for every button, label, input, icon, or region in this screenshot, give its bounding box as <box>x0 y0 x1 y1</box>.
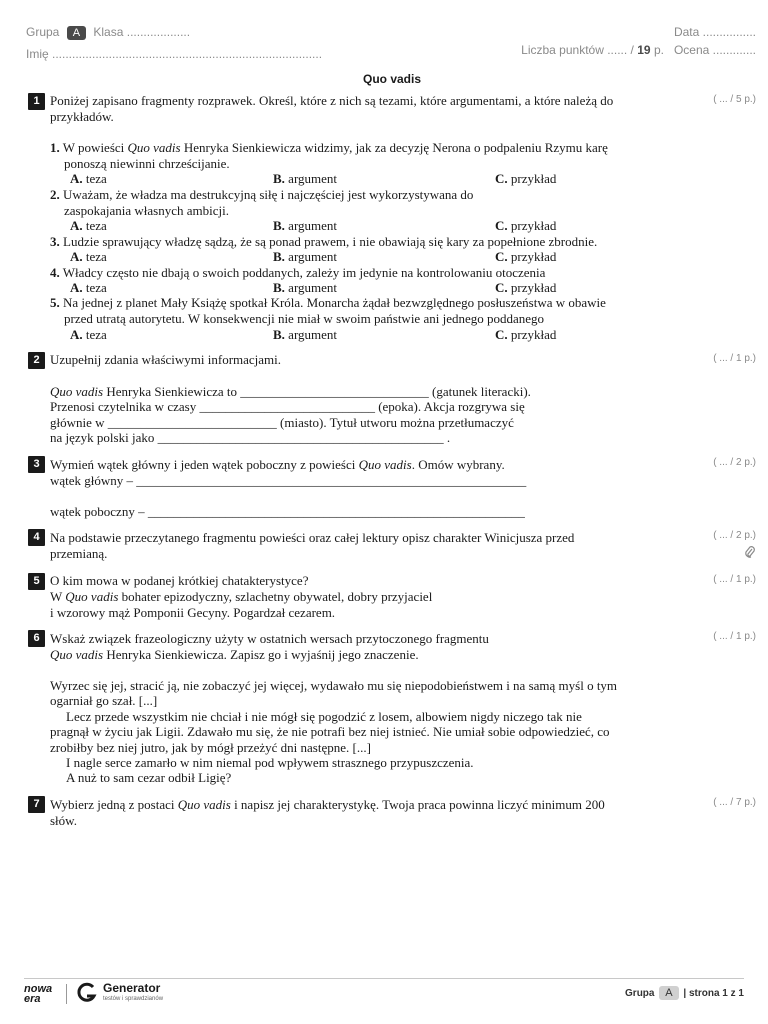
quote-text: A nuż to sam cezar odbił Ligię? <box>66 770 232 785</box>
question-text: Wskaż związek frazeologiczny użyty w ostatnich wersach przytoczonego fragmentu <box>50 631 489 646</box>
question-text: Wymień wątek główny i jeden wątek poboczny z powieści Quo vadis. Omów wybrany. <box>50 457 505 472</box>
list-item: 5. Na jednej z planet Mały Książę spotkał Króla. Monarcha żądał bezwzględnego posłuszeństwa w obawie <box>50 295 606 310</box>
question-points: ( ... / 1 p.) <box>713 631 756 642</box>
quote-text: I nagle serce zamarło w nim niemal pod wpływem strasznego przypuszczenia. <box>66 755 474 770</box>
question-text: przemianą. <box>50 546 108 561</box>
question-text: słów. <box>50 813 77 828</box>
quote-text: Lecz przede wszystkim nie chciał i nie mógł się pogodzić z losem, albowiem nigdy niczego tak nie <box>66 709 582 724</box>
question-number: 6 <box>28 630 45 647</box>
group-field: Grupa A Klasa ................... <box>26 25 191 39</box>
question-points: ( ... / 2 p.) <box>713 530 756 541</box>
question-number: 2 <box>28 352 45 369</box>
page-title: Quo vadis <box>362 72 421 86</box>
answer-option-a[interactable]: A. teza <box>70 218 107 233</box>
question-points: ( ... / 1 p.) <box>713 574 756 585</box>
quote-text: zrobiłby bez niej jutro, jak by mógł przeżyć dni następne. [...] <box>50 740 371 755</box>
list-item: zaspokajania własnych ambicji. <box>64 203 229 218</box>
fill-in-line[interactable]: Quo vadis Henryka Sienkiewicza to _____________________________ (gatunek literacki). <box>50 384 531 399</box>
answer-option-c[interactable]: C. przykład <box>495 327 557 342</box>
group-badge: A <box>659 986 678 1000</box>
question-number: 5 <box>28 573 45 590</box>
question-text: W Quo vadis bohater epizodyczny, szlachetny obywatel, dobry przyjaciel <box>50 589 433 604</box>
fill-in-line[interactable]: na język polski jako ____________________________________________ . <box>50 430 451 445</box>
question-text: przykładów. <box>50 109 114 124</box>
answer-option-b[interactable]: B. argument <box>273 249 338 264</box>
question-text: Poniżej zapisano fragmenty rozprawek. Określ, które z nich są tezami, które argumentami, a które należą do <box>50 93 614 108</box>
question-text: O kim mowa w podanej krótkiej chatakterystyce? <box>50 573 309 588</box>
answer-option-a[interactable]: A. teza <box>70 327 107 342</box>
question-number: 7 <box>28 796 45 813</box>
quote-text: ogarniał go szał. [...] <box>50 693 158 708</box>
name-field: Imię ................................................................................. <box>26 47 323 61</box>
date-field: Data ................ <box>673 25 756 39</box>
answer-option-c[interactable]: C. przykład <box>495 280 557 295</box>
answer-option-b[interactable]: B. argument <box>273 171 338 186</box>
answer-line[interactable]: wątek główny – ____________________________________________________________ <box>50 473 527 488</box>
question-text: Wybierz jedną z postaci Quo vadis i napisz jej charakterystykę. Twoja praca powinna liczyć minimum 200 <box>50 797 605 812</box>
answer-option-b[interactable]: B. argument <box>273 280 338 295</box>
quote-text: pragnął w życiu jak Ligii. Zdawało mu się, że nie potrafi bez niej istnieć. Nie umiał sobie odpowiedzieć, co <box>50 724 610 739</box>
question-text: Uzupełnij zdania właściwymi informacjami. <box>50 352 282 367</box>
page-info: Grupa A | strona 1 z 1 <box>625 987 744 999</box>
list-item: ponoszą niewinni chrześcijanie. <box>64 156 230 171</box>
answer-option-b[interactable]: B. argument <box>273 218 338 233</box>
class-field: Klasa ................... <box>93 25 191 39</box>
answer-line[interactable]: wątek poboczny – __________________________________________________________ <box>50 504 525 519</box>
question-points: ( ... / 7 p.) <box>713 797 756 808</box>
list-item: 3. Ludzie sprawujący władzę sądzą, że są ponad prawem, i nie obawiają się kary za popełnione zbrodnie. <box>50 234 598 249</box>
logo-divider <box>66 984 67 1004</box>
generator-logo: Generator testów i sprawdzianów <box>103 981 164 1002</box>
list-item: 4. Władcy często nie dbają o swoich poddanych, zależy im jedynie na kontrolowaniu otoczenia <box>50 265 546 280</box>
question-number: 1 <box>28 93 45 110</box>
question-number: 3 <box>28 456 45 473</box>
answer-option-a[interactable]: A. teza <box>70 171 107 186</box>
fill-in-line[interactable]: głównie w __________________________ (miasto). Tytuł utworu można przetłumaczyć <box>50 415 514 430</box>
footer-divider <box>24 978 744 979</box>
fill-in-line[interactable]: Przenosi czytelnika w czasy ___________________________ (epoka). Akcja rozgrywa się <box>50 399 525 414</box>
question-points: ( ... / 1 p.) <box>713 353 756 364</box>
grade-field: Ocena ............. <box>673 43 756 57</box>
quote-text: Wyrzec się jej, stracić ją, nie zobaczyć jej więcej, wydawało mu się niepodobieństwem i na samą myśl o tym <box>50 678 618 693</box>
answer-option-c[interactable]: C. przykład <box>495 171 557 186</box>
group-badge: A <box>67 26 86 40</box>
list-item: 2. Uważam, że władza ma destrukcyjną siłę i najczęściej jest wykorzystywana do <box>50 187 474 202</box>
generator-logo-icon <box>76 982 98 1008</box>
nowa-era-logo: nowa era <box>24 983 53 1005</box>
question-number: 4 <box>28 529 45 546</box>
answer-option-c[interactable]: C. przykład <box>495 249 557 264</box>
score-field: Liczba punktów ...... / 19 p. Ocena ............. <box>521 43 756 57</box>
question-text: Na podstawie przeczytanego fragmentu powieści oraz całej lektury opisz charakter Winicjusza przed <box>50 530 575 545</box>
list-item: 1. W powieści Quo vadis Henryka Sienkiewicza widzimy, jak za decyzję Nerona o podpaleniu Rzymu karę <box>50 140 608 155</box>
list-item: przed utratą autorytetu. W konsekwencji nie miał w swoim państwie ani jednego poddanego <box>64 311 545 326</box>
answer-option-a[interactable]: A. teza <box>70 280 107 295</box>
answer-option-a[interactable]: A. teza <box>70 249 107 264</box>
question-text: Quo vadis Henryka Sienkiewicza. Zapisz go i wyjaśnij jego znaczenie. <box>50 647 419 662</box>
paperclip-icon <box>744 545 756 563</box>
question-points: ( ... / 5 p.) <box>713 94 756 105</box>
question-text: i wzorowy mąż Pomponii Gecyny. Pogardzał cezarem. <box>50 605 336 620</box>
question-points: ( ... / 2 p.) <box>713 457 756 468</box>
answer-option-c[interactable]: C. przykład <box>495 218 557 233</box>
answer-option-b[interactable]: B. argument <box>273 327 338 342</box>
